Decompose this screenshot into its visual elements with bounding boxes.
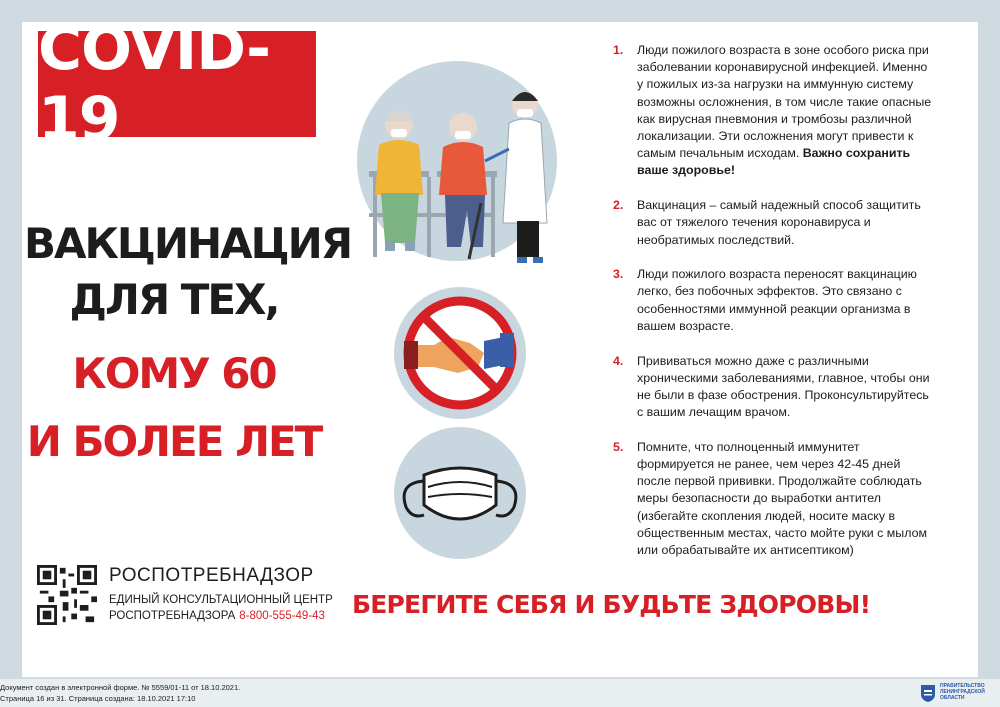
gov-emblem-icon <box>920 684 936 702</box>
item-text: Вакцинация – самый надежный способ защитить вас от тяжелого течения коронавируса и необратимых последствий. <box>637 198 921 247</box>
covid-badge: COVID-19 <box>38 31 316 137</box>
doc-meta-line-2: Страница 16 из 31. Страница создана: 18.10.2021 17:10 <box>0 694 196 703</box>
slogan: БЕРЕГИТЕ СЕБЯ И БУДЬТЕ ЗДОРОВЫ! <box>352 590 871 619</box>
list-item <box>613 42 933 180</box>
gov-label: ПРАВИТЕЛЬСТВО ЛЕНИНГРАДСКОЙ ОБЛАСТИ <box>940 683 985 701</box>
item-bold-text: Важно сохранить ваше здоровье! <box>637 146 911 178</box>
hotline-phone[interactable]: 8-800-555-49-43 <box>239 610 325 622</box>
item-text: Люди пожилого возраста переносят вакцинацию легко, без побочных эффектов. Это связано с особенностями иммунной реакции организма в вашем возрасте. <box>637 267 917 333</box>
no-handshake-icon <box>390 283 530 423</box>
headline-line-3: КОМУ 60 <box>72 349 276 398</box>
info-list <box>613 42 933 577</box>
face-mask-icon <box>390 423 530 563</box>
headline-line-4: И БОЛЕЕ ЛЕТ <box>26 417 322 466</box>
list-item <box>613 353 933 422</box>
headline-line-1: ВАКЦИНАЦИЯ <box>24 219 352 268</box>
consult-center-name: РОСПОТРЕБНАДЗОРА <box>109 610 236 622</box>
item-number: 1. <box>613 43 624 57</box>
headline-line-2: ДЛЯ ТЕХ, <box>69 275 279 324</box>
list-item <box>613 439 933 559</box>
list-item <box>613 197 933 249</box>
qr-code[interactable] <box>37 565 97 625</box>
item-text: Прививаться можно даже с различными хроническими заболеваниями, главное, чтобы они не были в фазе обострения. Проконсультируйтесь с вашим лечащим врачом. <box>637 353 930 420</box>
org-name: РОСПОТРЕБНАДЗОР <box>109 565 314 586</box>
item-number: 3. <box>613 267 624 282</box>
doc-meta-line-1: Документ создан в электронной форме. № 5559/01-11 от 18.10.2021. <box>0 683 241 692</box>
consult-center-line-2 <box>109 610 325 622</box>
vaccination-illustration <box>347 53 567 273</box>
list-item <box>613 266 933 335</box>
item-number: 5. <box>613 439 624 454</box>
item-number: 2. <box>613 198 624 213</box>
item-text: Помните, что полноценный иммунитет формируется не ранее, чем через 42-45 дней после первой прививки. Продолжайте соблюдать меры безопасности до выработки антител (избегайте скопления людей, носите маску в общественным местах, часто мойте руки с мылом или обрабатывайте их антисептиком) <box>637 439 927 558</box>
consult-center-line-1: ЕДИНЫЙ КОНСУЛЬТАЦИОННЫЙ ЦЕНТР <box>109 594 333 606</box>
item-number: 4. <box>613 353 624 368</box>
item-text: Люди пожилого возраста в зоне особого риска при заболевании коронавирусной инфекцией. Именно у пожилых из-за нагрузки на иммунную систему возможны осложнения, в том числе такие опасные как вирусная пневмония и тромбозы различной локализации. Эти осложнения могут привести к самым печальным исходам. <box>637 43 932 161</box>
